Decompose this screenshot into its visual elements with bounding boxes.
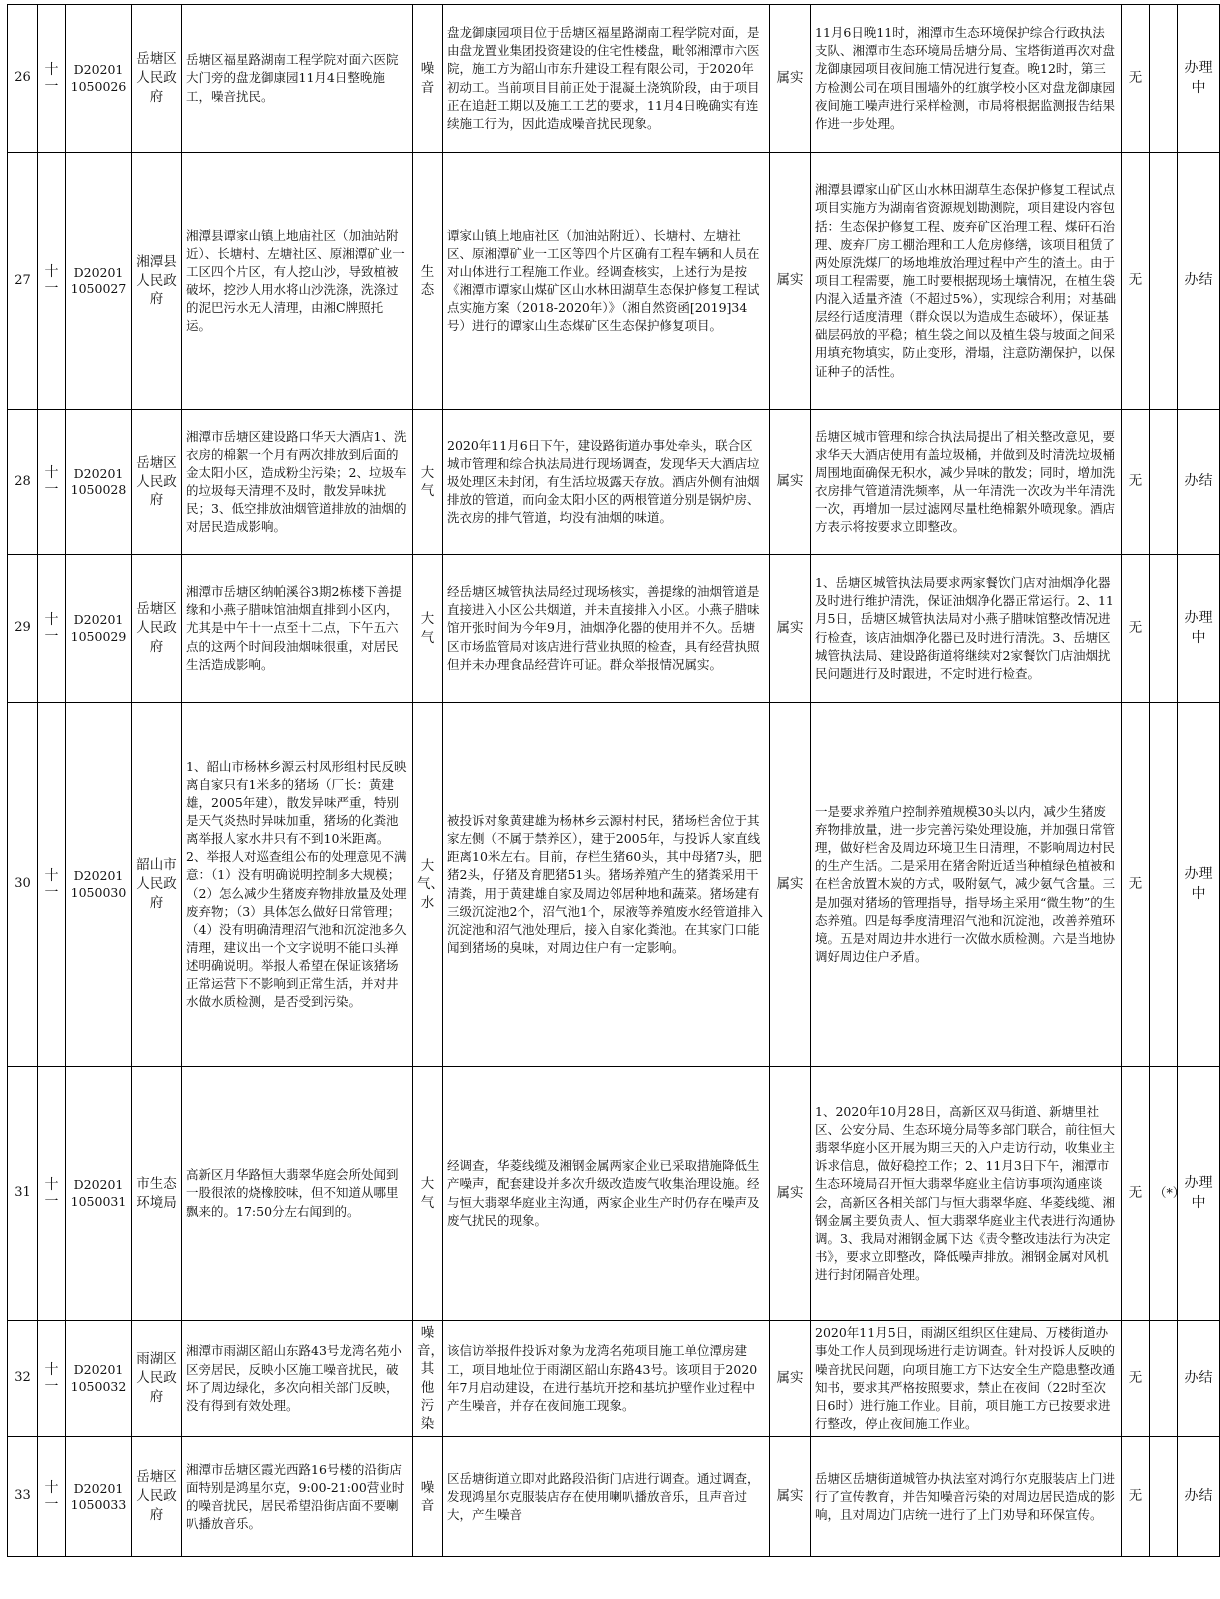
investigation-cell: 盘龙御康园项目位于岳塘区福星路湖南工程学院对面，是由盘龙置业集团投资建设的住宅性楼盘，毗邻湘潭市六医院，施工方为韶山市东升建设工程有限公司，于2020年初动工。当前项目目前正处于混凝土浇筑阶段，由于项目正在追赶工期以及施工工艺的要求，11月4日晚确实有连续施工行为，因此造成噪音扰民现象。 — [443, 5, 770, 153]
handling-cell: 2020年11月5日，雨湖区组织区住建局、万楼街道办事处工作人员到现场进行走访调查。针对投诉人反映的噪音扰民问题，向项目施工方下达安全生产隐患整改通知书，要求其严格按照要求，禁止在夜间（22时至次日6时）进行施工作业。目前，项目施工方已按要求进行整改，停止夜间施工作业。 — [811, 1321, 1122, 1437]
dept-cell: 雨湖区人民政府 — [132, 1321, 182, 1437]
verdict-cell: 属实 — [770, 1321, 811, 1437]
batch-cell: 十一 — [38, 5, 66, 153]
status-cell: 办理中 — [1178, 703, 1220, 1067]
type-cell: 生态 — [413, 153, 443, 410]
verdict-cell: 属实 — [770, 703, 811, 1067]
note-cell: （*） — [1150, 1067, 1178, 1321]
note-cell — [1150, 1321, 1178, 1437]
investigation-cell: 经调查，华菱线缆及湘钢金属两家企业已采取措施降低生产噪声，配套建设并多次升级改造废气收集治理设施。经与恒大翡翠华庭业主沟通，两家企业生产时仍存在噪声及废气扰民的现象。 — [443, 1067, 770, 1321]
table-row — [8, 410, 1220, 555]
type-cell: 噪音 — [413, 1437, 443, 1557]
complaint-cell: 湘潭市岳塘区建设路口华天大酒店1、洗衣房的棉絮一个月有两次排放到后面的金太阳小区，造成粉尘污染；2、垃圾车的垃圾每天清理不及时，散发异味扰民；3、低空排放油烟管道排放的油烟的对居民造成影响。 — [182, 410, 413, 555]
investigation-cell: 2020年11月6日下午，建设路街道办事处牵头，联合区城市管理和综合执法局进行现场调查，发现华天大酒店垃圾处理区未封闭，有生活垃圾露天存放。酒店外侧有油烟排放的管道，而向金太阳小区的两根管道分别是锅炉房、洗衣房的排气管道，均没有油烟的味道。 — [443, 410, 770, 555]
dept-cell: 湘潭县人民政府 — [132, 153, 182, 410]
investigation-cell: 被投诉对象黄建雄为杨林乡云源村村民，猪场栏舍位于其家左侧（不属于禁养区），建于2005年，与投诉人家直线距离10米左右。目前，存栏生猪60头，其中母猪7头，肥猪2头，仔猪及育肥猪51头。猪场养殖产生的猪粪采用干清粪，用于黄建雄自家及周边邻居种地和蔬菜。猪场建有三级沉淀池2个，沼气池1个，尿液等养殖废水经管道排入沉淀池和沼气池处理后，接入自家化粪池。在其家门口能闻到猪场的臭味，对周边住户有一定影响。 — [443, 703, 770, 1067]
complaint-table — [7, 4, 1220, 1557]
dept-cell: 市生态环境局 — [132, 1067, 182, 1321]
handling-cell: 1、2020年10月28日，高新区双马街道、新塘里社区、公安分局、生态环境分局等多部门联合，前往恒大翡翠华庭小区开展为期三天的入户走访行动，收集业主诉求信息，做好稳控工作；2、11月3日下午，湘潭市生态环境局召开恒大翡翠华庭业主信访事项沟通座谈会，高新区各相关部门与恒大翡翠华庭、华菱线缆、湘钢金属主要负责人、恒大翡翠华庭业主代表进行沟通协调。3、我局对湘钢金属下达《责令整改违法行为决定书》，要求立即整改，降低噪声排放。湘钢金属对风机进行封闭隔音处理。 — [811, 1067, 1122, 1321]
complaint-cell: 高新区月华路恒大翡翠华庭会所处闻到一股很浓的烧橡胶味，但不知道从哪里飘来的。17:50分左右闻到的。 — [182, 1067, 413, 1321]
status-cell: 办结 — [1178, 410, 1220, 555]
status-cell: 办结 — [1178, 153, 1220, 410]
code-cell: D202011050030 — [66, 703, 132, 1067]
complaint-cell: 湘潭县谭家山镇上地庙社区（加油站附近）、长塘村、左塘社区、原湘潭矿业一工区四个片区，有人挖山沙，导致植被破坏，挖沙人用水将山沙洗涤，洗涤过的泥巴污水无人清理，由湘C牌照托运。 — [182, 153, 413, 410]
seq-cell: 27 — [8, 153, 38, 410]
handling-cell: 1、岳塘区城管执法局要求两家餐饮门店对油烟净化器及时进行维护清洗，保证油烟净化器正常运行。2、11月5日，岳塘区城管执法局对小燕子腊味馆整改情况进行检查，该店油烟净化器已及时进行清洗。3、岳塘区城管执法局、建设路街道将继续对2家餐饮门店油烟扰民问题进行及时跟进，不定时进行检查。 — [811, 555, 1122, 703]
status-cell: 办理中 — [1178, 5, 1220, 153]
dept-cell: 岳塘区人民政府 — [132, 410, 182, 555]
seq-cell: 28 — [8, 410, 38, 555]
type-cell: 大气 — [413, 1067, 443, 1321]
dept-cell: 岳塘区人民政府 — [132, 5, 182, 153]
responsibility-cell: 无 — [1122, 1321, 1150, 1437]
note-cell — [1150, 703, 1178, 1067]
complaint-cell: 1、韶山市杨林乡源云村凤形组村民反映离自家只有1米多的猪场（厂长：黄建雄，2005年建），散发异味严重，特别是天气炎热时异味加重，猪场的化粪池离举报人家水井只有不到10米距离。2、举报人对巡查组公布的处理意见不满意：（1）没有明确说明控制多大规模；（2）怎么减少生猪废弃物排放量及处理废弃物；（3）具体怎么做好日常管理；（4）没有明确清理沼气池和沉淀池多久清理，建议出一个文字说明不能口头禅述明确说明。举报人希望在保证该猪场正常运营下不影响到正常生活，并对井水做水质检测，是否受到污染。 — [182, 703, 413, 1067]
batch-cell: 十一 — [38, 153, 66, 410]
table-row — [8, 153, 1220, 410]
note-cell — [1150, 410, 1178, 555]
code-cell: D202011050033 — [66, 1437, 132, 1557]
code-cell: D202011050026 — [66, 5, 132, 153]
code-cell: D202011050027 — [66, 153, 132, 410]
complaint-cell: 岳塘区福星路湖南工程学院对面六医院大门旁的盘龙御康园11月4日整晚施工，噪音扰民。 — [182, 5, 413, 153]
verdict-cell: 属实 — [770, 153, 811, 410]
handling-cell: 岳塘区城市管理和综合执法局提出了相关整改意见，要求华天大酒店使用有盖垃圾桶，并做到及时清洗垃圾桶周围地面确保无积水，减少异味的散发；同时，增加洗衣房排气管道清洗频率，从一年清洗一次改为半年清洗一次，再增加一层过滤网尽量杜绝棉絮外喷现象。酒店方表示将按要求立即整改。 — [811, 410, 1122, 555]
table-row — [8, 5, 1220, 153]
batch-cell: 十一 — [38, 1067, 66, 1321]
responsibility-cell: 无 — [1122, 1437, 1150, 1557]
type-cell: 大气 — [413, 410, 443, 555]
responsibility-cell: 无 — [1122, 1067, 1150, 1321]
table-row — [8, 1321, 1220, 1437]
complaint-cell: 湘潭市雨湖区韶山东路43号龙湾名苑小区旁居民，反映小区施工噪音扰民，破坏了周边绿化，多次向相关部门反映，没有得到有效处理。 — [182, 1321, 413, 1437]
investigation-cell: 谭家山镇上地庙社区（加油站附近）、长塘村、左塘社区、原湘潭矿业一工区等四个片区确有工程车辆和人员在对山体进行工程施工作业。经调查核实，上述行为是按《湘潭市谭家山煤矿区山水林田湖草生态保护修复工程试点实施方案（2018-2020年）》（湘自然资函[2019]34号）进行的谭家山生态煤矿区生态保护修复项目。 — [443, 153, 770, 410]
investigation-cell: 该信访举报件投诉对象为龙湾名苑项目施工单位潭房建工，项目地址位于雨湖区韶山东路43号。该项目于2020年7月启动建设，在进行基坑开挖和基坑护壁作业过程中产生噪音，并存在夜间施工现象。 — [443, 1321, 770, 1437]
responsibility-cell: 无 — [1122, 555, 1150, 703]
table-row — [8, 1437, 1220, 1557]
code-cell: D202011050032 — [66, 1321, 132, 1437]
seq-cell: 31 — [8, 1067, 38, 1321]
note-cell — [1150, 5, 1178, 153]
investigation-cell: 经岳塘区城管执法局经过现场核实，善提缘的油烟管道是直接进入小区公共烟道，并未直接排入小区。小燕子腊味馆开张时间为今年9月，油烟净化器的使用并不久。岳塘区市场监管局对该店进行营业执照的检查，具有经营执照但并未办理食品经营许可证。群众举报情况属实。 — [443, 555, 770, 703]
status-cell: 办结 — [1178, 1437, 1220, 1557]
dept-cell: 岳塘区人民政府 — [132, 1437, 182, 1557]
code-cell: D202011050031 — [66, 1067, 132, 1321]
note-cell — [1150, 555, 1178, 703]
type-cell: 大气、水 — [413, 703, 443, 1067]
code-cell: D202011050029 — [66, 555, 132, 703]
status-cell: 办结 — [1178, 1321, 1220, 1437]
responsibility-cell: 无 — [1122, 410, 1150, 555]
seq-cell: 32 — [8, 1321, 38, 1437]
seq-cell: 26 — [8, 5, 38, 153]
type-cell: 大气 — [413, 555, 443, 703]
table-row — [8, 703, 1220, 1067]
table-row — [8, 1067, 1220, 1321]
seq-cell: 29 — [8, 555, 38, 703]
responsibility-cell: 无 — [1122, 703, 1150, 1067]
verdict-cell: 属实 — [770, 410, 811, 555]
batch-cell: 十一 — [38, 555, 66, 703]
complaint-cell: 湘潭市岳塘区纳帕溪谷3期2栋楼下善提缘和小燕子腊味馆油烟直排到小区内，尤其是中午十一点至十二点，下午五六点的这两个时间段油烟味很重，对居民生活造成影响。 — [182, 555, 413, 703]
table-row — [8, 555, 1220, 703]
verdict-cell: 属实 — [770, 1067, 811, 1321]
verdict-cell: 属实 — [770, 555, 811, 703]
verdict-cell: 属实 — [770, 5, 811, 153]
investigation-cell: 区岳塘街道立即对此路段沿街门店进行调查。通过调查，发现鸿星尔克服装店存在使用喇叭播放音乐，且声音过大，产生噪音 — [443, 1437, 770, 1557]
type-cell: 噪音 — [413, 5, 443, 153]
batch-cell: 十一 — [38, 1321, 66, 1437]
responsibility-cell: 无 — [1122, 153, 1150, 410]
dept-cell: 韶山市人民政府 — [132, 703, 182, 1067]
status-cell: 办理中 — [1178, 1067, 1220, 1321]
handling-cell: 11月6日晚11时，湘潭市生态环境保护综合行政执法支队、湘潭市生态环境局岳塘分局、宝塔街道再次对盘龙御康园项目夜间施工情况进行复查。晚12时，第三方检测公司在项目围墙外的红旗学校小区对盘龙御康园夜间施工噪声进行采样检测，市局将根据监测报告结果作进一步处理。 — [811, 5, 1122, 153]
handling-cell: 一是要求养殖户控制养殖规模30头以内，减少生猪废弃物排放量，进一步完善污染处理设施，并加强日常管理，做好栏舍及周边环境卫生日清理，不影响周边村民的生产生活。二是采用在猪舍附近适当种植绿色植被和在栏舍放置木炭的方式，吸附氨气，减少氨气含量。三是加强对猪场的管理指导，指导场主采用“微生物”的生态养殖。四是每季度清理沼气池和沉淀池，改善养殖环境。五是对周边井水进行一次做水质检测。六是当地协调好周边住户矛盾。 — [811, 703, 1122, 1067]
complaint-cell: 湘潭市岳塘区霞光西路16号楼的沿街店面特别是鸿星尔克，9:00-21:00营业时的噪音扰民，居民希望沿街店面不要喇叭播放音乐。 — [182, 1437, 413, 1557]
handling-cell: 湘潭县谭家山矿区山水林田湖草生态保护修复工程试点项目实施方为湖南省资源规划勘测院，项目建设内容包括：生态保护修复工程、废弃矿区治理工程、煤矸石治理、废弃厂房工棚治理和工人危房修缮，该项目租赁了两处原洗煤厂的场地堆放治理过程中产生的渣土。由于项目工程需要，施工时要根据现场土壤情况，在植生袋内混入适量齐渣（不超过5%），实现综合利用；对基础层经行适度清理（群众误以为造成生态破坏），保证基础层码放的平稳；植生袋之间以及植生袋与坡面之间采用填充物填实，防止变形，滑塌，注意防潮保护，以保证种子的活性。 — [811, 153, 1122, 410]
status-cell: 办理中 — [1178, 555, 1220, 703]
dept-cell: 岳塘区人民政府 — [132, 555, 182, 703]
handling-cell: 岳塘区岳塘街道城管办执法室对鸿行尔克服装店上门进行了宣传教育，并告知噪音污染的对周边居民造成的影响，且对周边门店统一进行了上门劝导和环保宣传。 — [811, 1437, 1122, 1557]
code-cell: D202011050028 — [66, 410, 132, 555]
batch-cell: 十一 — [38, 703, 66, 1067]
note-cell — [1150, 153, 1178, 410]
type-cell: 噪音，其他污染 — [413, 1321, 443, 1437]
seq-cell: 30 — [8, 703, 38, 1067]
verdict-cell: 属实 — [770, 1437, 811, 1557]
responsibility-cell: 无 — [1122, 5, 1150, 153]
batch-cell: 十一 — [38, 1437, 66, 1557]
seq-cell: 33 — [8, 1437, 38, 1557]
batch-cell: 十一 — [38, 410, 66, 555]
note-cell — [1150, 1437, 1178, 1557]
